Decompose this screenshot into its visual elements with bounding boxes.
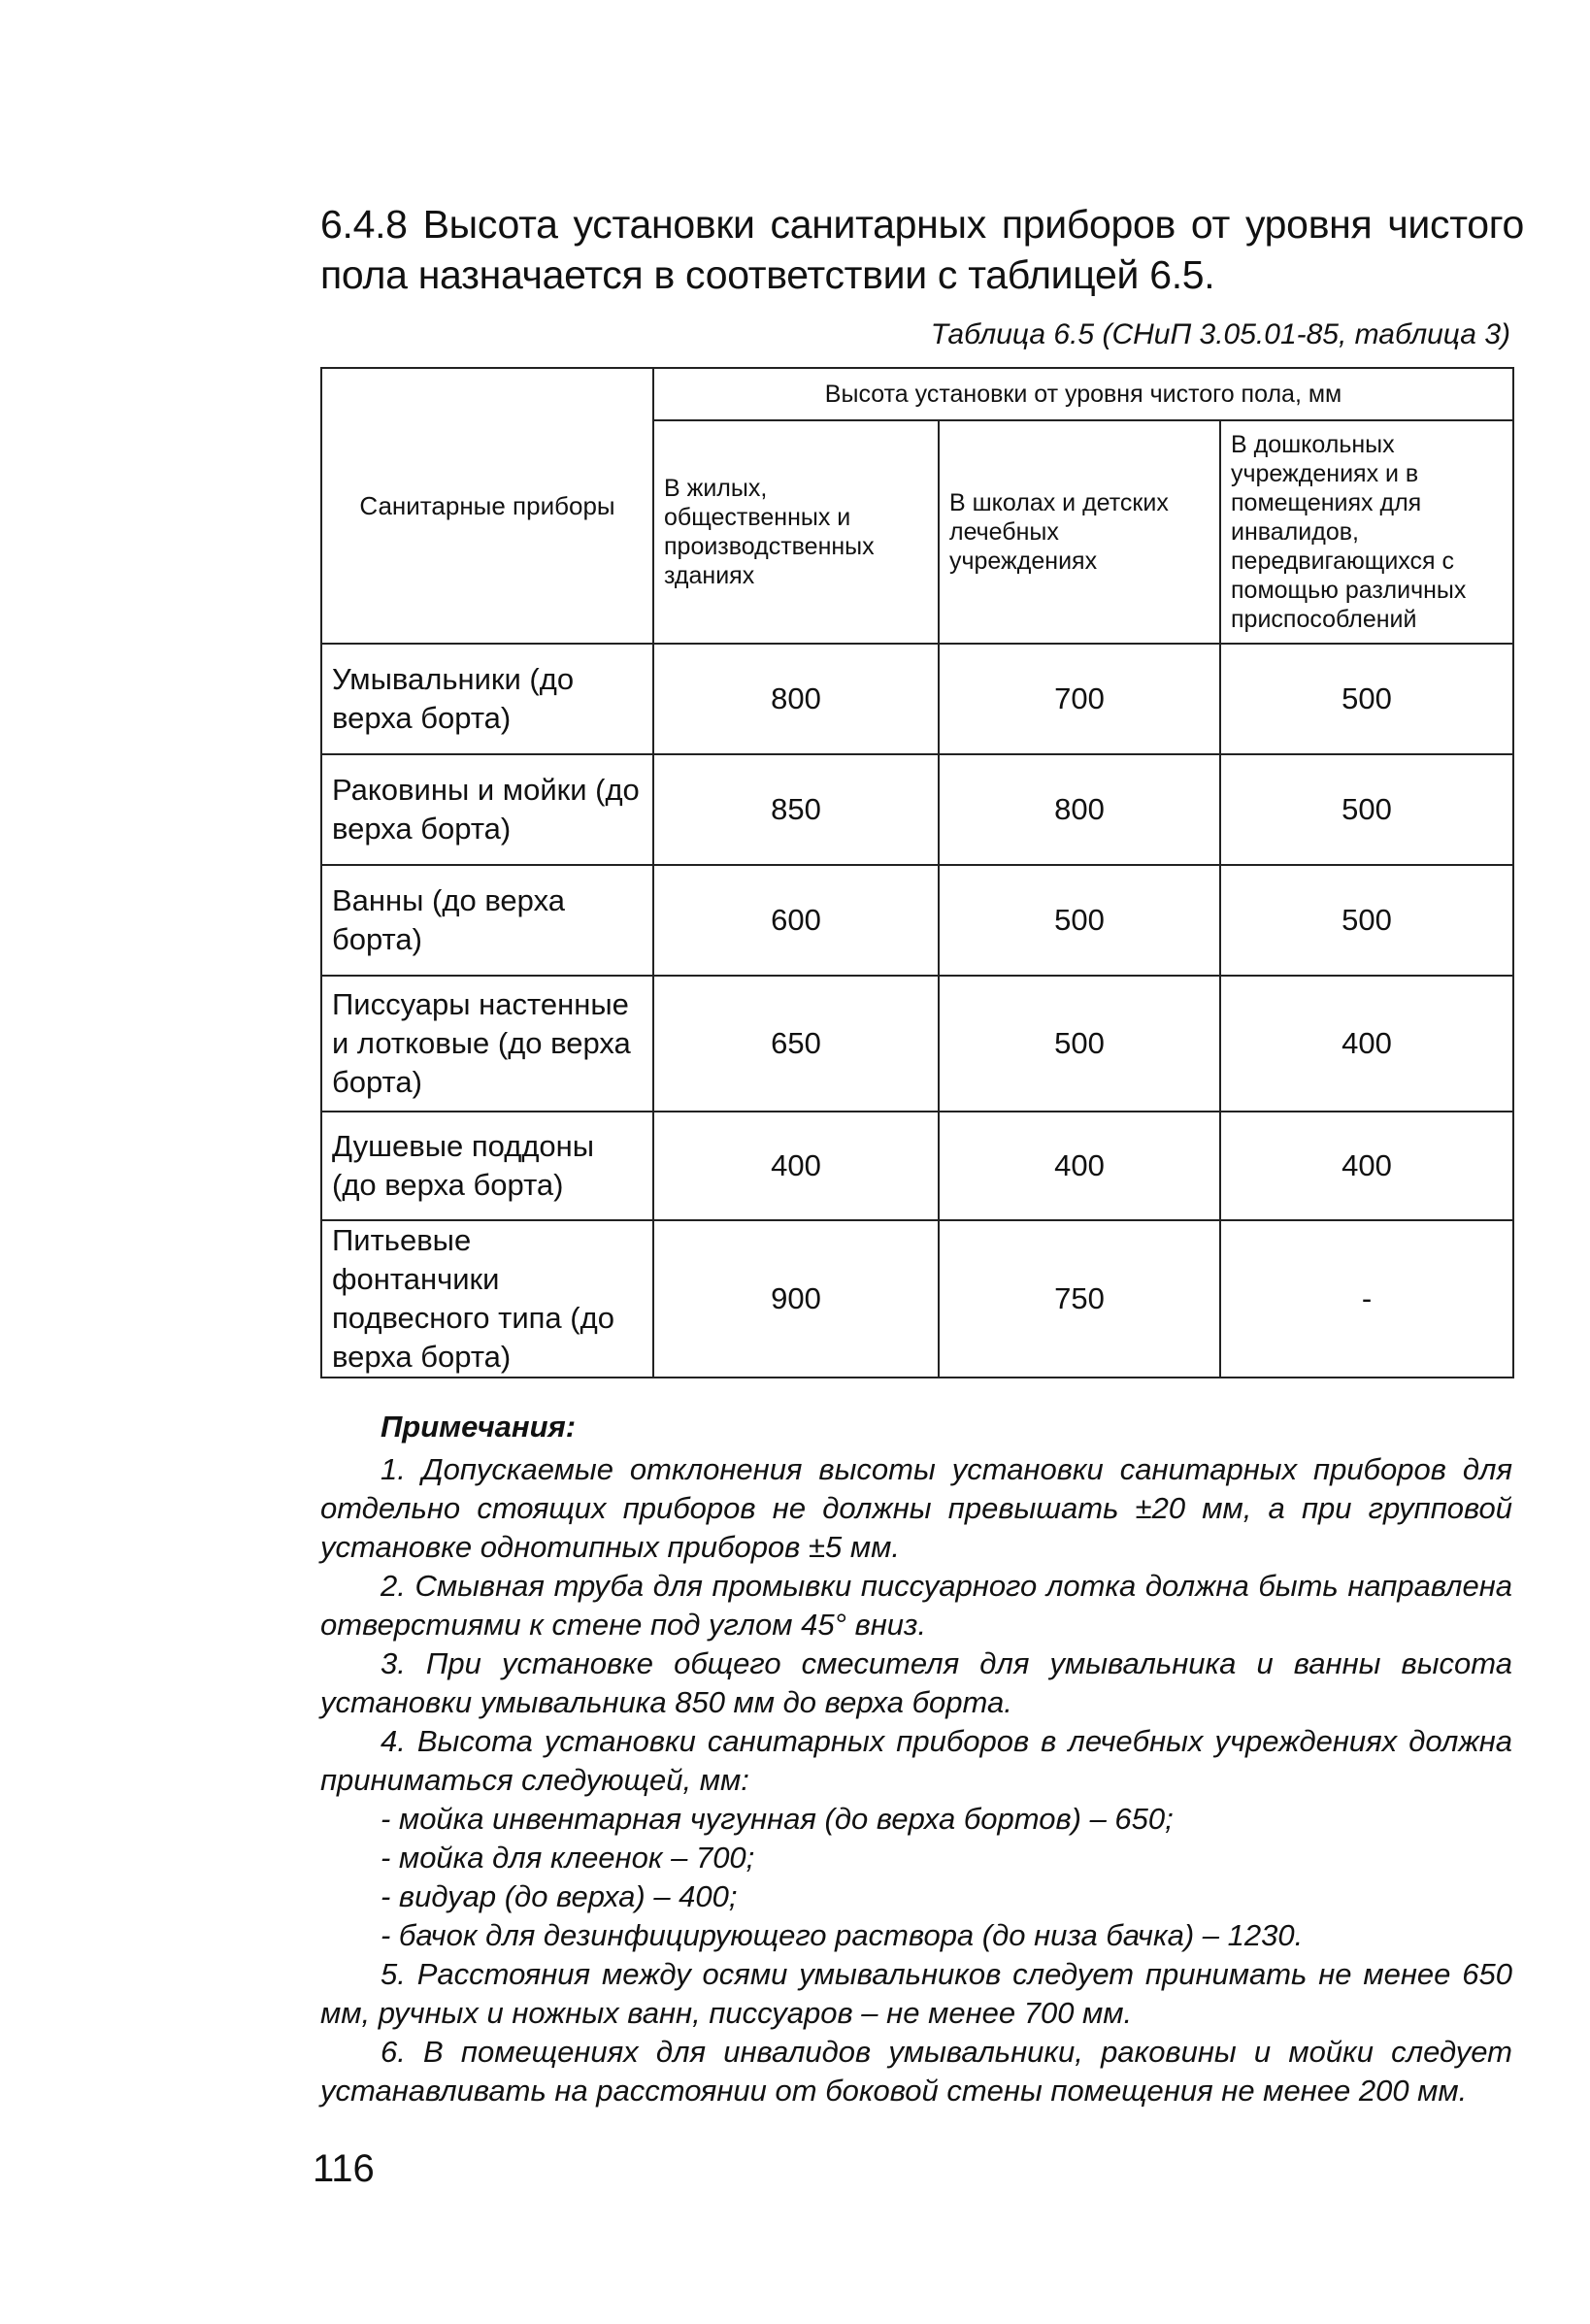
list-item: - мойка инвентарная чугунная (до верха бортов) – 650; <box>381 1802 1174 1836</box>
table-row <box>321 1112 1513 1220</box>
notes-section <box>320 1408 1512 2110</box>
table-cell: 600 <box>653 865 939 976</box>
table-cell: 900 <box>653 1220 939 1378</box>
table-cell: 500 <box>939 976 1220 1112</box>
table-cell: 800 <box>653 644 939 754</box>
table-cell: - <box>1220 1220 1513 1378</box>
table-cell: 700 <box>939 644 1220 754</box>
note-2: 2. Смывная труба для промывки писсуарного лотка должна быть направлена отверстиями к стене под углом 45° вниз. <box>320 1569 1512 1642</box>
table-row <box>321 754 1513 865</box>
table-caption: Таблица 6.5 (СНиП 3.05.01-85, таблица 3) <box>930 318 1510 350</box>
row-label: Писсуары настенные и лотковые (до верха борта) <box>321 976 653 1112</box>
table-cell: 500 <box>1220 644 1513 754</box>
table-cell: 750 <box>939 1220 1220 1378</box>
sanitary-fixtures-table <box>320 367 1514 1378</box>
group-header-cell: Высота установки от уровня чистого пола, мм <box>653 368 1513 420</box>
list-item: - мойка для клеенок – 700; <box>381 1841 755 1875</box>
row-label: Умывальники (до верха борта) <box>321 644 653 754</box>
table-cell: 400 <box>653 1112 939 1220</box>
column-header: В жилых, общественных и производственных зданиях <box>653 420 939 644</box>
table-cell: 500 <box>1220 865 1513 976</box>
note-3: 3. При установке общего смесителя для умывальника и ванны высота установки умывальника 850 мм до верха борта. <box>320 1646 1512 1719</box>
row-header-cell: Санитарные приборы <box>321 368 653 644</box>
note-5: 5. Расстояния между осями умывальников следует принимать не менее 650 мм, ручных и ножных ванн, писсуаров – не менее 700 мм. <box>320 1957 1512 2030</box>
table-header-row <box>321 368 1513 420</box>
note-6: 6. В помещениях для инвалидов умывальники, раковины и мойки следует устанавливать на расстоянии от боковой стены помещения не менее 200 мм. <box>320 2035 1512 2108</box>
row-label: Раковины и мойки (до верха борта) <box>321 754 653 865</box>
intro-paragraph: 6.4.8 Высота установки санитарных приборов от уровня чистого пола назначается в соответствии с таблицей 6.5. <box>320 202 1524 297</box>
table-cell: 500 <box>1220 754 1513 865</box>
table-row <box>321 1220 1513 1378</box>
list-item: - бачок для дезинфицирующего раствора (до низа бачка) – 1230. <box>381 1918 1304 1952</box>
row-label: Ванны (до верха борта) <box>321 865 653 976</box>
list-item: - видуар (до верха) – 400; <box>381 1879 738 1913</box>
table-row <box>321 865 1513 976</box>
note-4-list <box>320 1800 1512 1955</box>
table-cell: 400 <box>939 1112 1220 1220</box>
table-cell: 850 <box>653 754 939 865</box>
table-cell: 650 <box>653 976 939 1112</box>
page-number: 116 <box>313 2147 375 2190</box>
row-label: Душевые поддоны (до верха борта) <box>321 1112 653 1220</box>
notes-title: Примечания: <box>381 1410 577 1444</box>
column-header: В школах и детских лечебных учреждениях <box>939 420 1220 644</box>
table-row <box>321 644 1513 754</box>
table-cell: 400 <box>1220 1112 1513 1220</box>
table-cell: 800 <box>939 754 1220 865</box>
note-1: 1. Допускаемые отклонения высоты установки санитарных приборов для отдельно стоящих приборов не должны превышать ±20 мм, а при групповой установке однотипных приборов ±5 мм. <box>320 1452 1512 1564</box>
table-cell: 500 <box>939 865 1220 976</box>
row-label: Питьевые фонтанчики подвесного типа (до верха борта) <box>321 1220 653 1378</box>
table-cell: 400 <box>1220 976 1513 1112</box>
note-4: 4. Высота установки санитарных приборов в лечебных учреждениях должна приниматься следующей, мм: <box>320 1724 1512 1797</box>
column-header: В дошкольных учреждениях и в помещениях для инвалидов, передвигающихся с помощью различных приспособлений <box>1220 420 1513 644</box>
table-row <box>321 976 1513 1112</box>
